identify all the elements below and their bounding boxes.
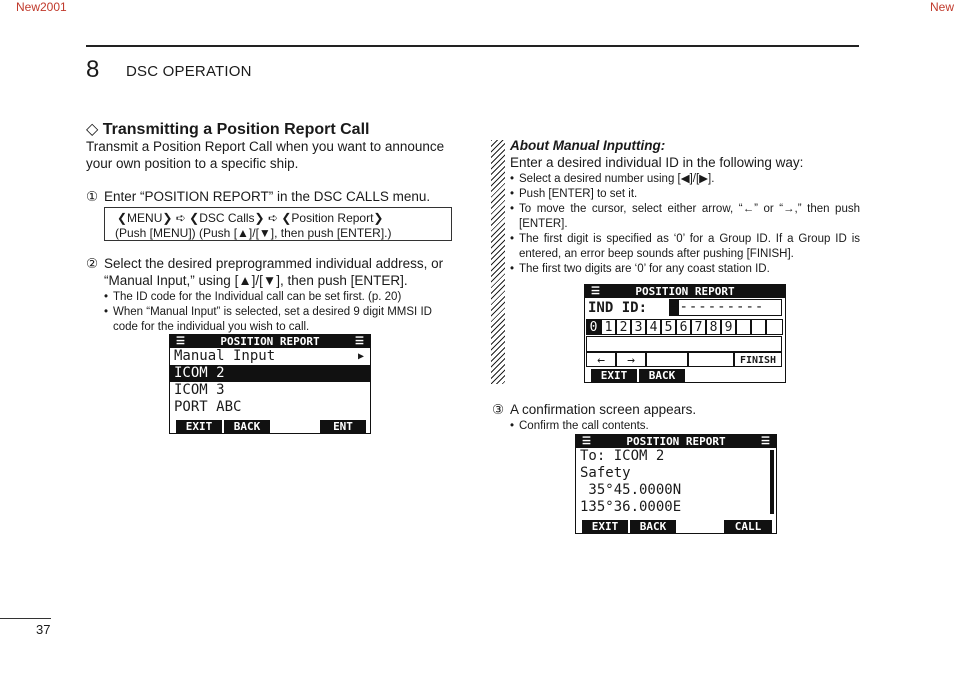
digit-row xyxy=(585,318,785,336)
softkey-bar xyxy=(576,519,776,533)
arrow-right-icon: ▶ xyxy=(357,351,364,362)
corner-mark-left: New2001 xyxy=(16,0,67,14)
blank-key xyxy=(751,319,766,335)
back-softkey[interactable]: BACK xyxy=(639,369,685,382)
digit-key[interactable]: 9 xyxy=(721,319,736,335)
blank-key xyxy=(736,319,751,335)
blank-key xyxy=(646,352,688,367)
info-intro: Enter a desired individual ID in the following way: xyxy=(510,155,804,170)
list-item: • To move the cursor, select either arrow, “←” or “→,” then push [ENTER]. xyxy=(510,202,860,232)
exit-softkey[interactable]: EXIT xyxy=(582,520,628,533)
digit-key[interactable]: 7 xyxy=(691,319,706,335)
digit-key[interactable]: 0 xyxy=(586,319,601,335)
menu-icon: ☰ xyxy=(355,336,364,347)
lcd-title: POSITION REPORT xyxy=(626,435,726,448)
confirm-line: 35°45.0000N xyxy=(580,482,682,498)
list-item: • The ID code for the Individual call can be set first. (p. 20) xyxy=(104,290,456,305)
id-value: --------- xyxy=(679,299,765,315)
section-heading xyxy=(86,119,369,139)
blank-key-row xyxy=(586,336,782,352)
enter-softkey[interactable]: ENT xyxy=(320,420,366,433)
lcd-title-bar xyxy=(585,285,785,298)
info-box-hatch xyxy=(491,140,505,384)
blank-row xyxy=(585,336,785,352)
lcd-title: POSITION REPORT xyxy=(220,335,320,348)
id-label: IND ID: xyxy=(588,300,648,316)
list-item: • Select a desired number using [◀]/[▶]. xyxy=(510,172,860,187)
step-3-notes xyxy=(510,419,862,434)
menu-icon: ☰ xyxy=(591,286,600,297)
menu-icon: ☰ xyxy=(582,436,591,447)
back-softkey[interactable]: BACK xyxy=(630,520,676,533)
lcd-screen-address-list xyxy=(169,334,371,434)
menu-path-line: ❮MENU❯ ➪ ❮DSC Calls❯ ➪ ❮Position Report❯ xyxy=(117,211,384,225)
list-item[interactable]: ICOM 3 xyxy=(174,382,225,398)
diamond-icon: ◇ xyxy=(86,121,99,138)
finish-key[interactable]: FINISH xyxy=(734,352,782,367)
step-2 xyxy=(86,255,456,335)
lcd-screen-confirmation xyxy=(575,434,777,534)
step-marker: ③ xyxy=(492,402,505,417)
info-bullets xyxy=(510,172,860,277)
digit-key[interactable]: 2 xyxy=(616,319,631,335)
cursor-left-key[interactable]: ← xyxy=(586,352,616,367)
manual-input-info xyxy=(510,137,860,277)
list-item-label: Manual Input xyxy=(174,348,276,364)
header-rule xyxy=(86,45,859,47)
exit-softkey[interactable]: EXIT xyxy=(176,420,222,433)
back-softkey[interactable]: BACK xyxy=(224,420,270,433)
scrollbar[interactable] xyxy=(770,450,774,514)
step-marker: ② xyxy=(86,256,99,271)
digit-key[interactable]: 8 xyxy=(706,319,721,335)
step-2-notes xyxy=(104,290,456,335)
menu-icon: ☰ xyxy=(176,336,185,347)
call-softkey[interactable]: CALL xyxy=(724,520,772,533)
step-text: Enter “POSITION REPORT” in the DSC CALLS menu. xyxy=(104,189,431,204)
list-item: • The first digit is specified as ‘0’ for a Group ID. If a Group ID is entered, an error beep sounds after pushing [FINISH]. xyxy=(510,232,860,262)
digit-key[interactable]: 4 xyxy=(646,319,661,335)
id-field[interactable] xyxy=(669,299,782,316)
chapter-number: 8 xyxy=(86,56,100,83)
list-item: • When “Manual Input” is selected, set a desired 9 digit MMSI ID code for the individual you wish to call. xyxy=(104,305,456,335)
lcd-title: POSITION REPORT xyxy=(635,285,735,298)
step-text: Select the desired preprogrammed individual address, or “Manual Input,” using [▲]/[▼], then push [ENTER]. xyxy=(104,256,444,288)
cursor-block: - xyxy=(670,299,680,315)
corner-mark-right: New xyxy=(929,0,954,14)
section-intro: Transmit a Position Report Call when you want to announce your own position to a specific ship. xyxy=(86,139,445,171)
step-marker: ① xyxy=(86,189,99,204)
softkey-bar xyxy=(585,368,785,382)
digit-key[interactable]: 3 xyxy=(631,319,646,335)
lcd-title-bar xyxy=(576,435,776,448)
exit-softkey[interactable]: EXIT xyxy=(591,369,637,382)
page-number-rule xyxy=(0,618,51,619)
step-text: A confirmation screen appears. xyxy=(510,402,697,417)
step-3 xyxy=(492,401,862,434)
lcd-title-bar xyxy=(170,335,370,348)
digit-key[interactable]: 5 xyxy=(661,319,676,335)
menu-path-box xyxy=(104,207,452,241)
chapter-title: DSC OPERATION xyxy=(126,63,252,80)
list-item: • The first two digits are ‘0’ for any coast station ID. xyxy=(510,262,860,277)
list-item: • Confirm the call contents. xyxy=(510,419,862,434)
list-item[interactable]: PORT ABC xyxy=(174,399,242,415)
step-1 xyxy=(86,188,456,205)
page-number: 37 xyxy=(36,622,51,637)
digit-key[interactable]: 6 xyxy=(676,319,691,335)
id-entry-row xyxy=(585,298,785,318)
confirm-line: To: ICOM 2 xyxy=(580,448,665,464)
blank-key xyxy=(688,352,734,367)
softkey-bar xyxy=(170,419,370,433)
digit-key[interactable]: 1 xyxy=(601,319,616,335)
confirm-line: 135°36.0000E xyxy=(580,499,682,515)
list-item: • Push [ENTER] to set it. xyxy=(510,187,860,202)
blank-key xyxy=(766,319,783,335)
lcd-screen-id-entry xyxy=(584,284,786,383)
menu-icon: ☰ xyxy=(761,436,770,447)
list-item[interactable] xyxy=(170,348,370,365)
info-heading: About Manual Inputting: xyxy=(510,138,666,153)
section-heading-text: Transmitting a Position Report Call xyxy=(102,121,370,138)
confirm-line: Safety xyxy=(580,465,631,481)
menu-path-keys: (Push [MENU]) (Push [▲]/[▼], then push [ENTER].) xyxy=(115,226,392,240)
nav-row xyxy=(585,352,785,368)
list-item-selected[interactable]: ICOM 2 xyxy=(170,365,370,382)
cursor-right-key[interactable]: → xyxy=(616,352,646,367)
